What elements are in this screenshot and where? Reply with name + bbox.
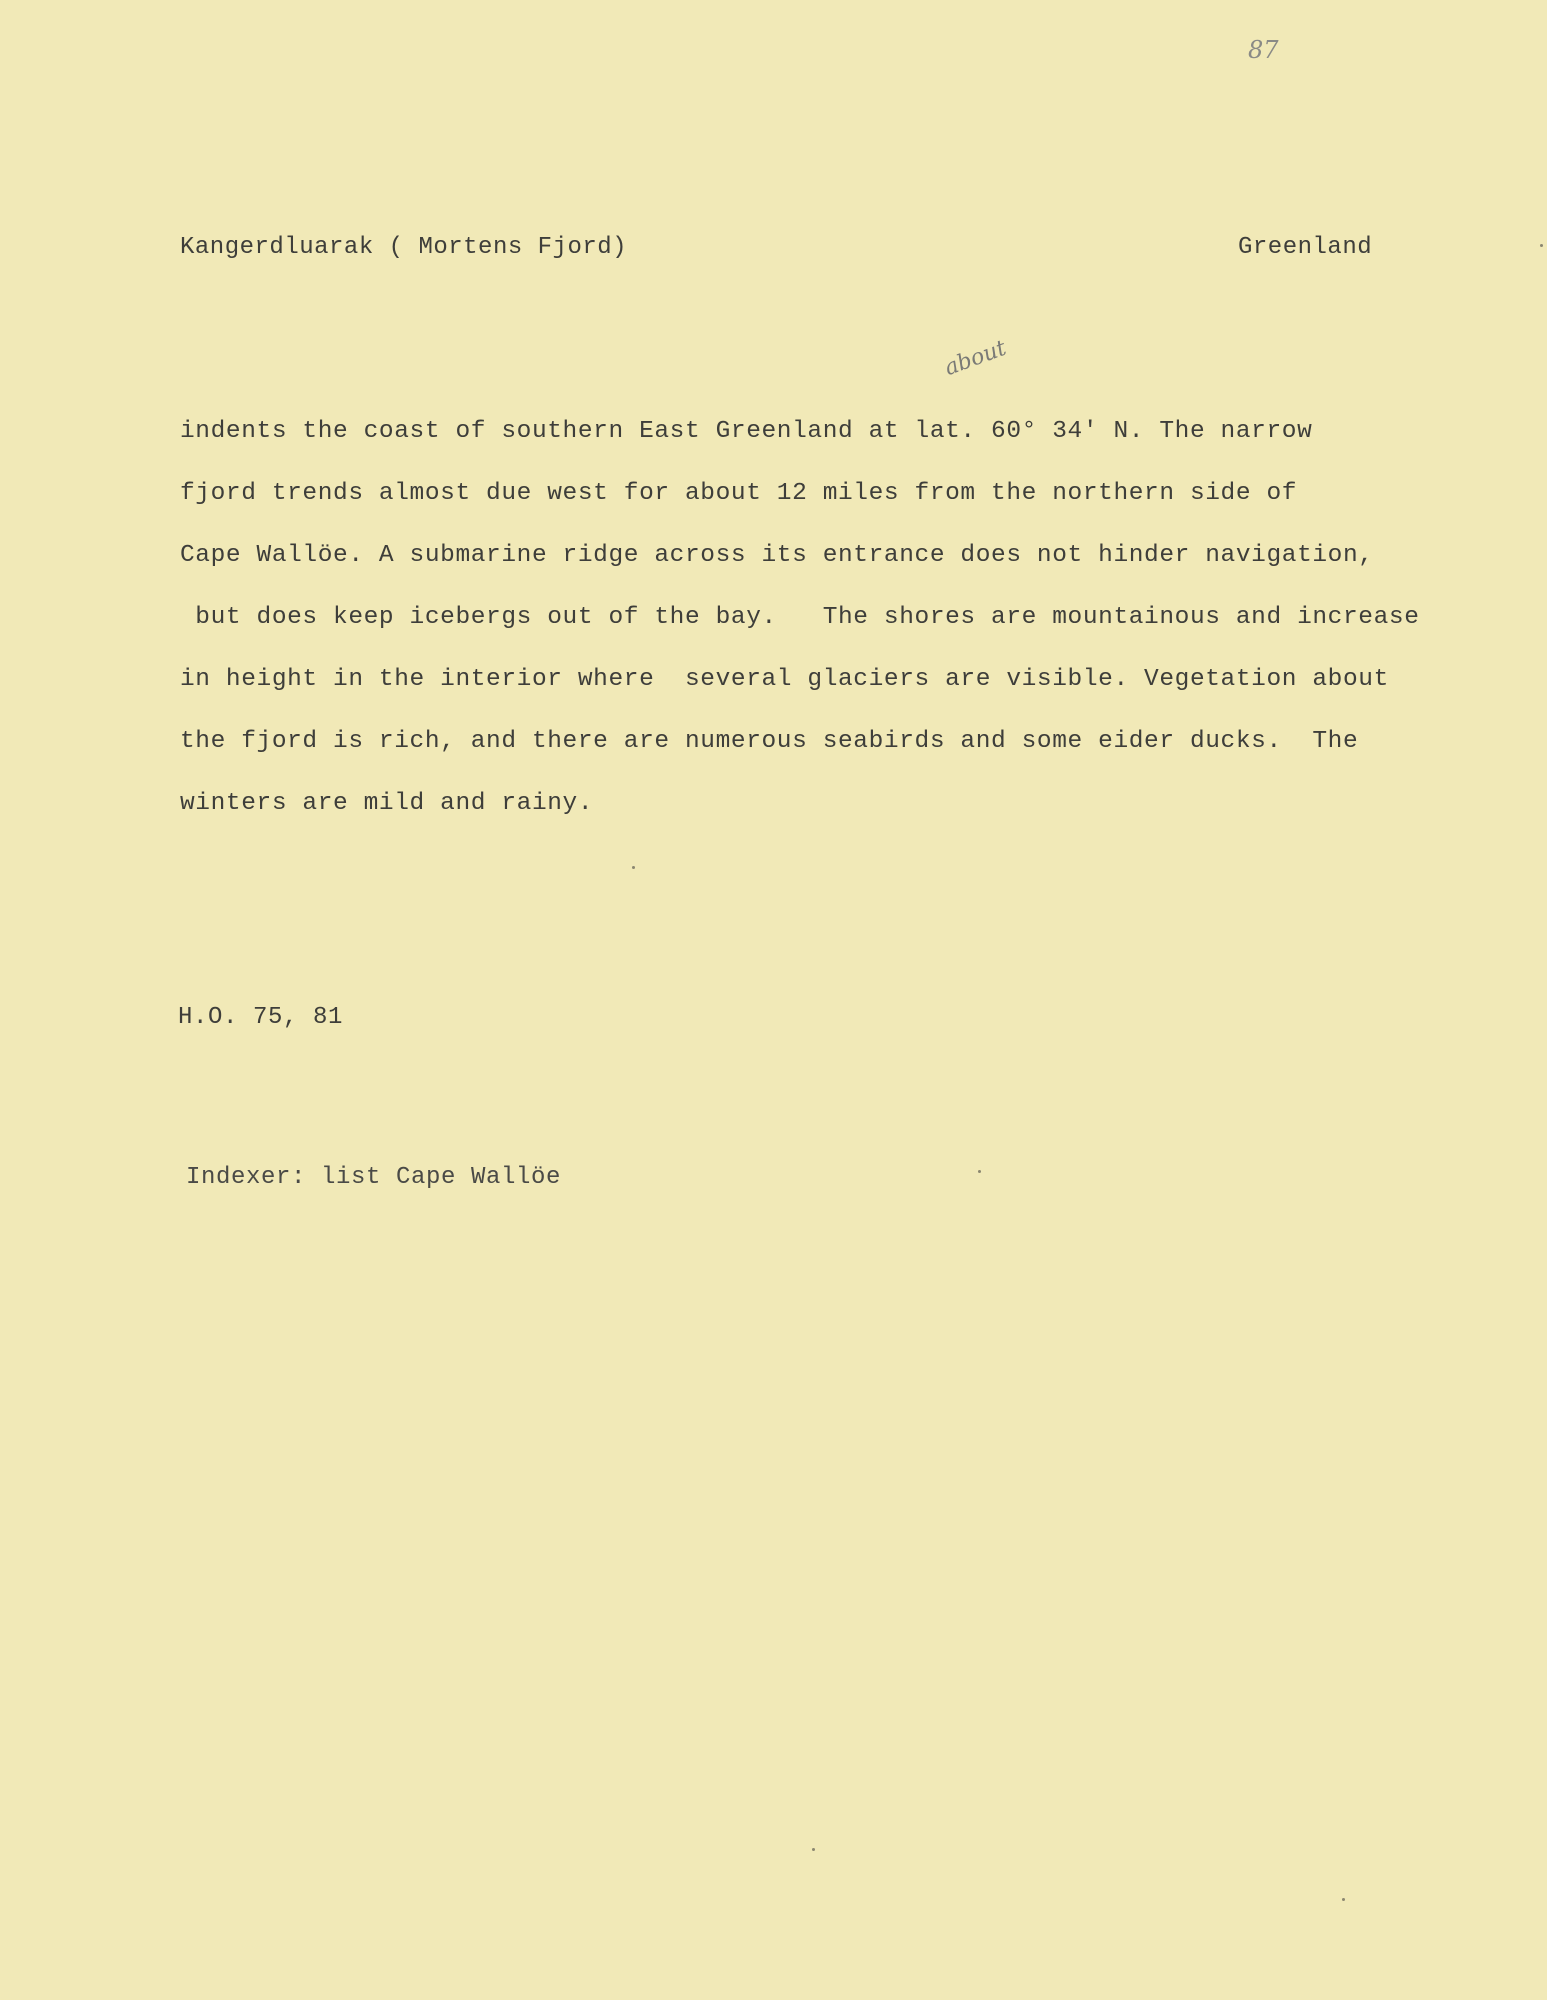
- source-reference: H.O. 75, 81: [178, 1004, 344, 1031]
- body-line: the fjord is rich, and there are numerous seabirds and some eider ducks. The: [180, 728, 1359, 755]
- body-line: Cape Wallöe. A submarine ridge across its entrance does not hinder navigation,: [180, 542, 1374, 569]
- paper-speck: [812, 1848, 815, 1851]
- handwritten-annotation: about: [941, 335, 1010, 381]
- paper-speck: [632, 866, 635, 869]
- page-number: 87: [1248, 36, 1279, 64]
- indexer-note: Indexer: list Cape Wallöe: [186, 1164, 562, 1191]
- entry-region: Greenland: [1238, 234, 1373, 261]
- body-line: indents the coast of southern East Greenland at lat. 60° 34' N. The narrow: [180, 418, 1313, 445]
- body-line: winters are mild and rainy.: [180, 790, 594, 817]
- paper-speck: [1540, 244, 1543, 247]
- body-line: in height in the interior where several glaciers are visible. Vegetation about: [180, 666, 1389, 693]
- entry-title: Kangerdluarak ( Mortens Fjord): [180, 234, 628, 261]
- paper-speck: [978, 1170, 981, 1173]
- body-line: but does keep icebergs out of the bay. The shores are mountainous and increase: [180, 604, 1420, 631]
- body-line: fjord trends almost due west for about 12 miles from the northern side of: [180, 480, 1298, 507]
- paper-speck: [1342, 1898, 1345, 1901]
